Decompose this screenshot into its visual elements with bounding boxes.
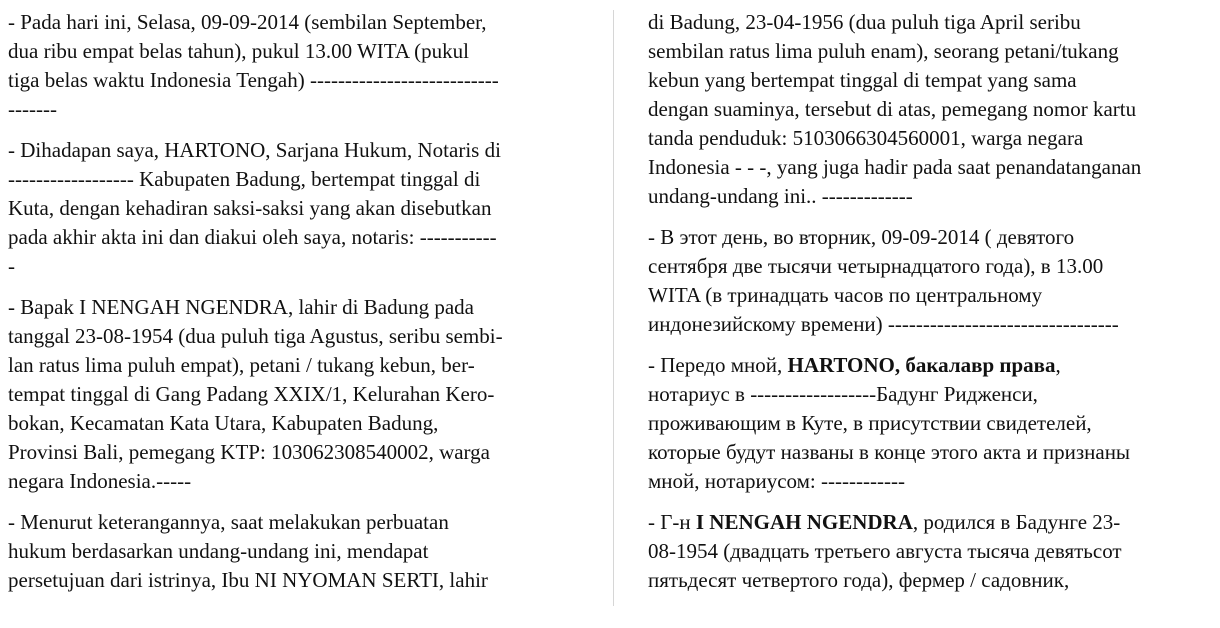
text-line: ------- bbox=[8, 97, 57, 121]
text-line: bokan, Kecamatan Kata Utara, Kabupaten Badung, bbox=[8, 411, 439, 435]
text-line bbox=[648, 508, 1220, 537]
text-line: tanda penduduk: 5103066304560001, warga negara bbox=[648, 126, 1084, 150]
text-line: пятьдесят четвертого года), фермер / садовник, bbox=[648, 568, 1070, 592]
text-line: tanggal 23-08-1954 (dua puluh tiga Agustus, seribu sembi- bbox=[8, 324, 503, 348]
text-line: - В этот день, во вторник, 09-09-2014 ( девятого bbox=[648, 225, 1075, 249]
right-column bbox=[648, 8, 1220, 595]
text-line: - Bapak I NENGAH NGENDRA, lahir di Badung pada bbox=[8, 295, 474, 319]
text-line: kebun yang bertempat tinggal di tempat yang sama bbox=[648, 68, 1077, 92]
text-line: - bbox=[8, 254, 15, 278]
text-line: мной, нотариусом: ------------ bbox=[648, 469, 905, 493]
text-line: pada akhir akta ini dan diakui oleh saya, notaris: ----------- bbox=[8, 225, 497, 249]
text-line: нотариус в ------------------Бадунг Ридженси, bbox=[648, 382, 1038, 406]
column-divider bbox=[613, 10, 614, 606]
text-line: negara Indonesia.----- bbox=[8, 469, 192, 493]
text-line: - Menurut keterangannya, saat melakukan perbuatan bbox=[8, 510, 449, 534]
paragraph-consent bbox=[8, 508, 588, 595]
text-line: WITA (в тринадцать часов по центральному bbox=[648, 283, 1043, 307]
text-line: - Dihadapan saya, HARTONO, Sarjana Hukum, Notaris di bbox=[8, 138, 501, 162]
text-line: hukum berdasarkan undang-undang ini, mendapat bbox=[8, 539, 429, 563]
paragraph-notary-ru bbox=[648, 351, 1220, 496]
text-line: dua ribu empat belas tahun), pukul 13.00 WITA (pukul bbox=[8, 39, 470, 63]
text-line: ------------------ Kabupaten Badung, bertempat tinggal di bbox=[8, 167, 481, 191]
text-line: persetujuan dari istrinya, Ibu NI NYOMAN SERTI, lahir bbox=[8, 568, 488, 592]
notary-name-bold: HARTONO, бакалавр права bbox=[787, 353, 1056, 377]
text-line: tempat tinggal di Gang Padang XXIX/1, Kelurahan Kero- bbox=[8, 382, 495, 406]
text-line: - Pada hari ini, Selasa, 09-09-2014 (sembilan September, bbox=[8, 10, 487, 34]
text-line: проживающим в Куте, в присутствии свидетелей, bbox=[648, 411, 1092, 435]
paragraph-date bbox=[8, 8, 588, 124]
text-line: Provinsi Bali, pemegang KTP: 103062308540002, warga bbox=[8, 440, 490, 464]
paragraph-date-ru bbox=[648, 223, 1220, 339]
text-line: Indonesia - - -, yang juga hadir pada saat penandatanganan bbox=[648, 155, 1142, 179]
text-line: Kuta, dengan kehadiran saksi-saksi yang akan disebutkan bbox=[8, 196, 492, 220]
paragraph-spouse bbox=[648, 8, 1220, 211]
text-line: сентября две тысячи четырнадцатого года), в 13.00 bbox=[648, 254, 1104, 278]
text-line: di Badung, 23-04-1956 (dua puluh tiga April seribu bbox=[648, 10, 1081, 34]
left-column bbox=[8, 8, 588, 595]
text-line: индонезийскому времени) --------------------------------- bbox=[648, 312, 1119, 336]
paragraph-party bbox=[8, 293, 588, 496]
text-line: 08-1954 (двадцать третьего августа тысяча девятьсот bbox=[648, 539, 1122, 563]
text-line: sembilan ratus lima puluh enam), seorang petani/tukang bbox=[648, 39, 1119, 63]
text-line: lan ratus lima puluh empat), petani / tukang kebun, ber- bbox=[8, 353, 475, 377]
text-span: - Г-н bbox=[648, 510, 696, 534]
text-line: tiga belas waktu Indonesia Tengah) --------------------------- bbox=[8, 68, 499, 92]
text-line: dengan suaminya, tersebut di atas, pemegang nomor kartu bbox=[648, 97, 1137, 121]
paragraph-notary bbox=[8, 136, 588, 281]
text-span: , bbox=[1055, 353, 1061, 377]
text-line: undang-undang ini.. ------------- bbox=[648, 184, 913, 208]
text-line bbox=[648, 351, 1220, 380]
text-span: - Передо мной, bbox=[648, 353, 788, 377]
text-span: , родился в Бадунге 23- bbox=[912, 510, 1121, 534]
paragraph-party-ru bbox=[648, 508, 1220, 595]
party-name-bold: I NENGAH NGENDRA bbox=[695, 510, 913, 534]
text-line: которые будут названы в конце этого акта и признаны bbox=[648, 440, 1131, 464]
